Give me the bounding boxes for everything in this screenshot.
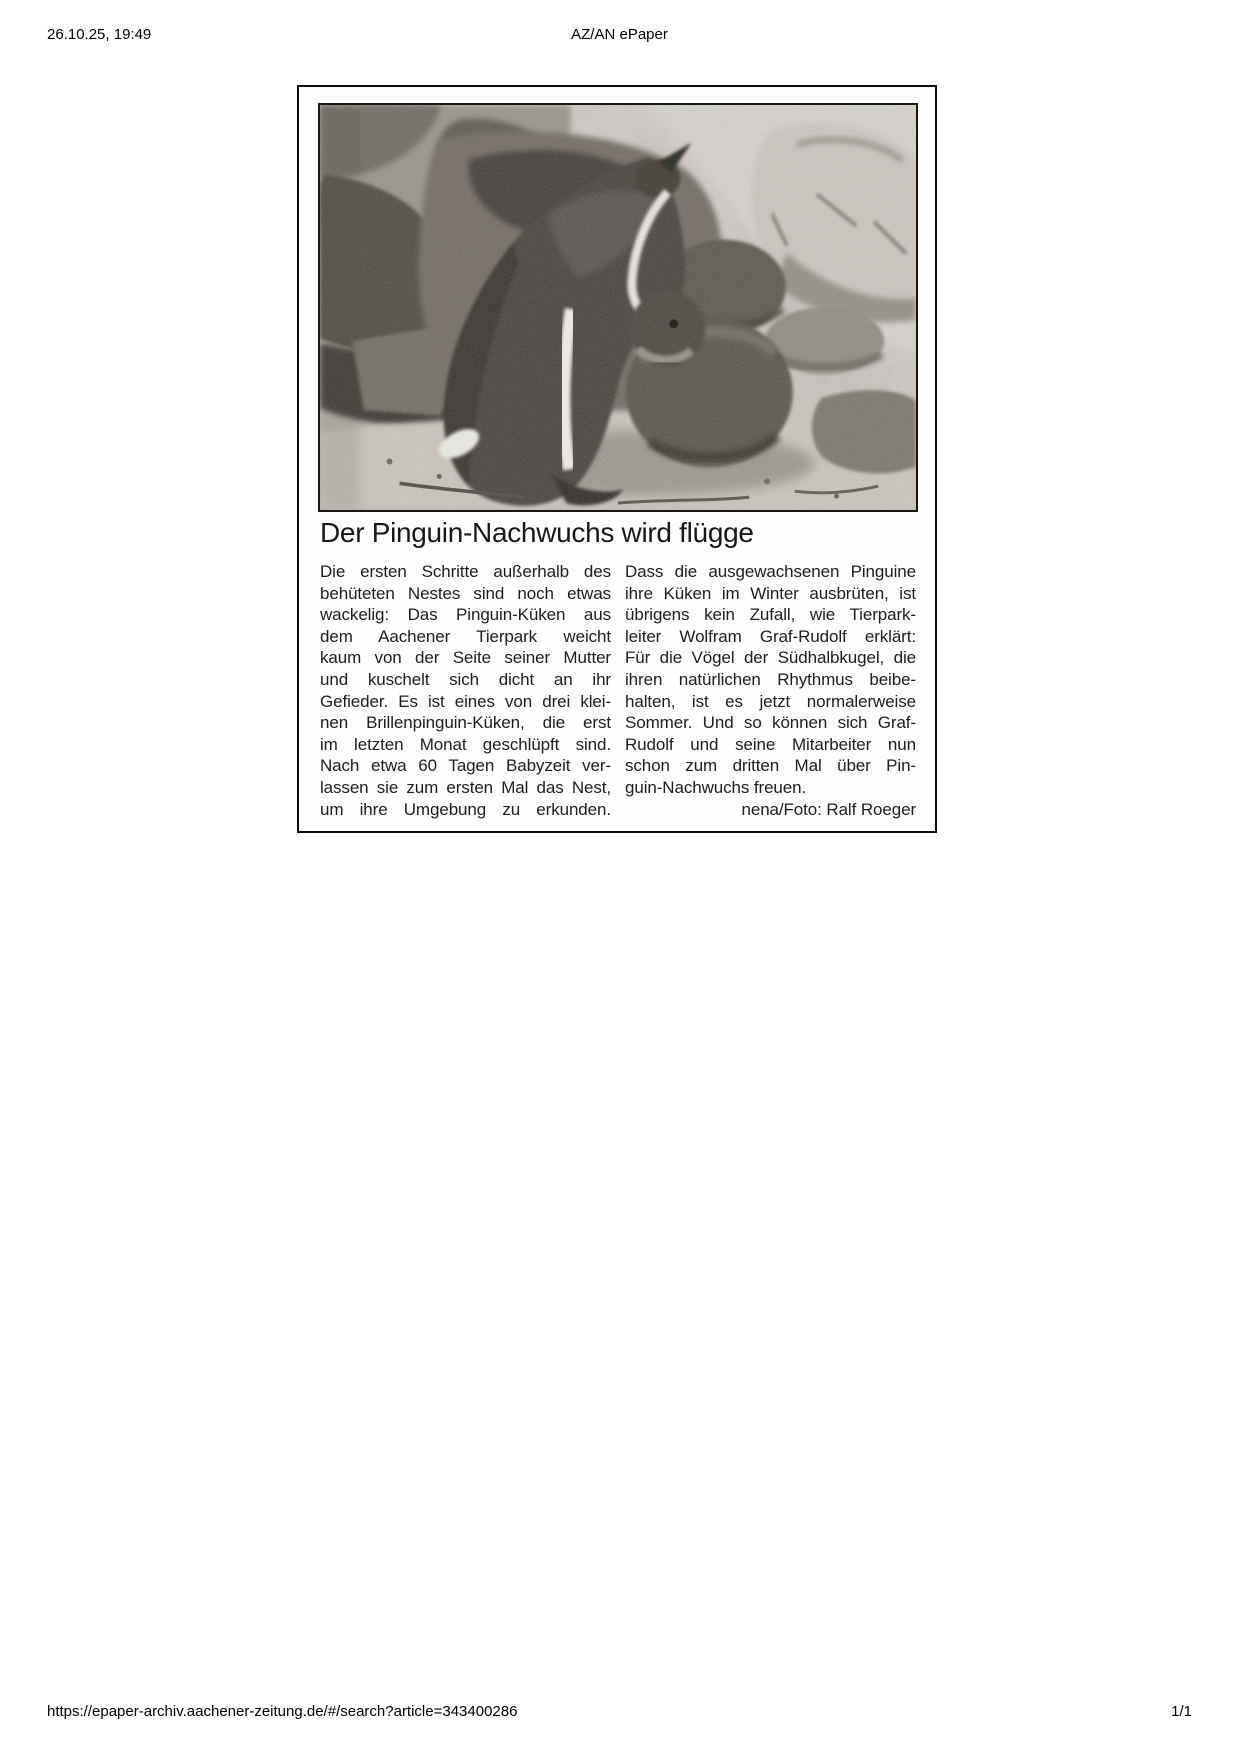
text-line: Rudolf und seine Mitarbeiter nun [625, 734, 916, 754]
text-line: ihren natürlichen Rhythmus beibe- [625, 669, 916, 689]
text-line: Gefieder. Es ist eines von drei klei- [320, 691, 611, 711]
footer-url: https://epaper-archiv.aachener-zeitung.de/#/search?article=343400286 [47, 1703, 518, 1720]
text-line: halten, ist es jetzt normalerweise [625, 691, 916, 711]
text-line: wackelig: Das Pinguin-Küken aus [320, 605, 611, 625]
text-line: nen Brillenpinguin-Küken, die erst [320, 713, 611, 733]
text-line: guin-Nachwuchs freuen. [625, 777, 807, 797]
text-line: behüteten Nestes sind noch etwas [320, 583, 611, 603]
article-credit: nena/Foto: Ralf Roeger [741, 799, 916, 819]
text-line: übrigens kein Zufall, wie Tierpark- [625, 605, 916, 625]
text-line: dem Aachener Tierpark weicht [320, 626, 611, 646]
article-column-left [320, 561, 611, 820]
penguin-photo-illustration [320, 105, 916, 510]
article-headline: Der Pinguin-Nachwuchs wird flügge [320, 517, 754, 548]
text-line: kaum von der Seite seiner Mutter [320, 648, 611, 668]
text-line: im letzten Monat geschlüpft sind. [320, 734, 611, 754]
text-line: Sommer. Und so können sich Graf- [625, 713, 916, 733]
print-header [47, 26, 1192, 46]
text-line: ihre Küken im Winter ausbrüten, ist [625, 583, 916, 603]
print-footer [47, 1703, 1192, 1723]
text-line: Die ersten Schritte außerhalb des [320, 562, 611, 581]
article-photo [318, 103, 918, 512]
article-column-right-text [625, 561, 916, 799]
text-line: lassen sie zum ersten Mal das Nest, [320, 777, 611, 797]
article-column-right [625, 561, 916, 820]
text-line: Dass die ausgewachsenen Pinguine [625, 562, 916, 581]
text-line: Nach etwa 60 Tagen Babyzeit ver- [320, 756, 611, 776]
text-line: Für die Vögel der Südhalbkugel, die [625, 648, 916, 668]
article-columns [320, 561, 916, 820]
print-title: AZ/AN ePaper [571, 26, 668, 43]
article-clipping [297, 85, 937, 833]
footer-page-number: 1/1 [1171, 1703, 1192, 1720]
text-line: und kuschelt sich dicht an ihr [320, 669, 611, 689]
text-line: leiter Wolfram Graf-Rudolf erklärt: [625, 626, 916, 646]
print-datetime: 26.10.25, 19:49 [47, 26, 152, 43]
text-line: um ihre Umgebung zu erkunden. [320, 799, 611, 819]
text-line: schon zum dritten Mal über Pin- [625, 756, 916, 776]
